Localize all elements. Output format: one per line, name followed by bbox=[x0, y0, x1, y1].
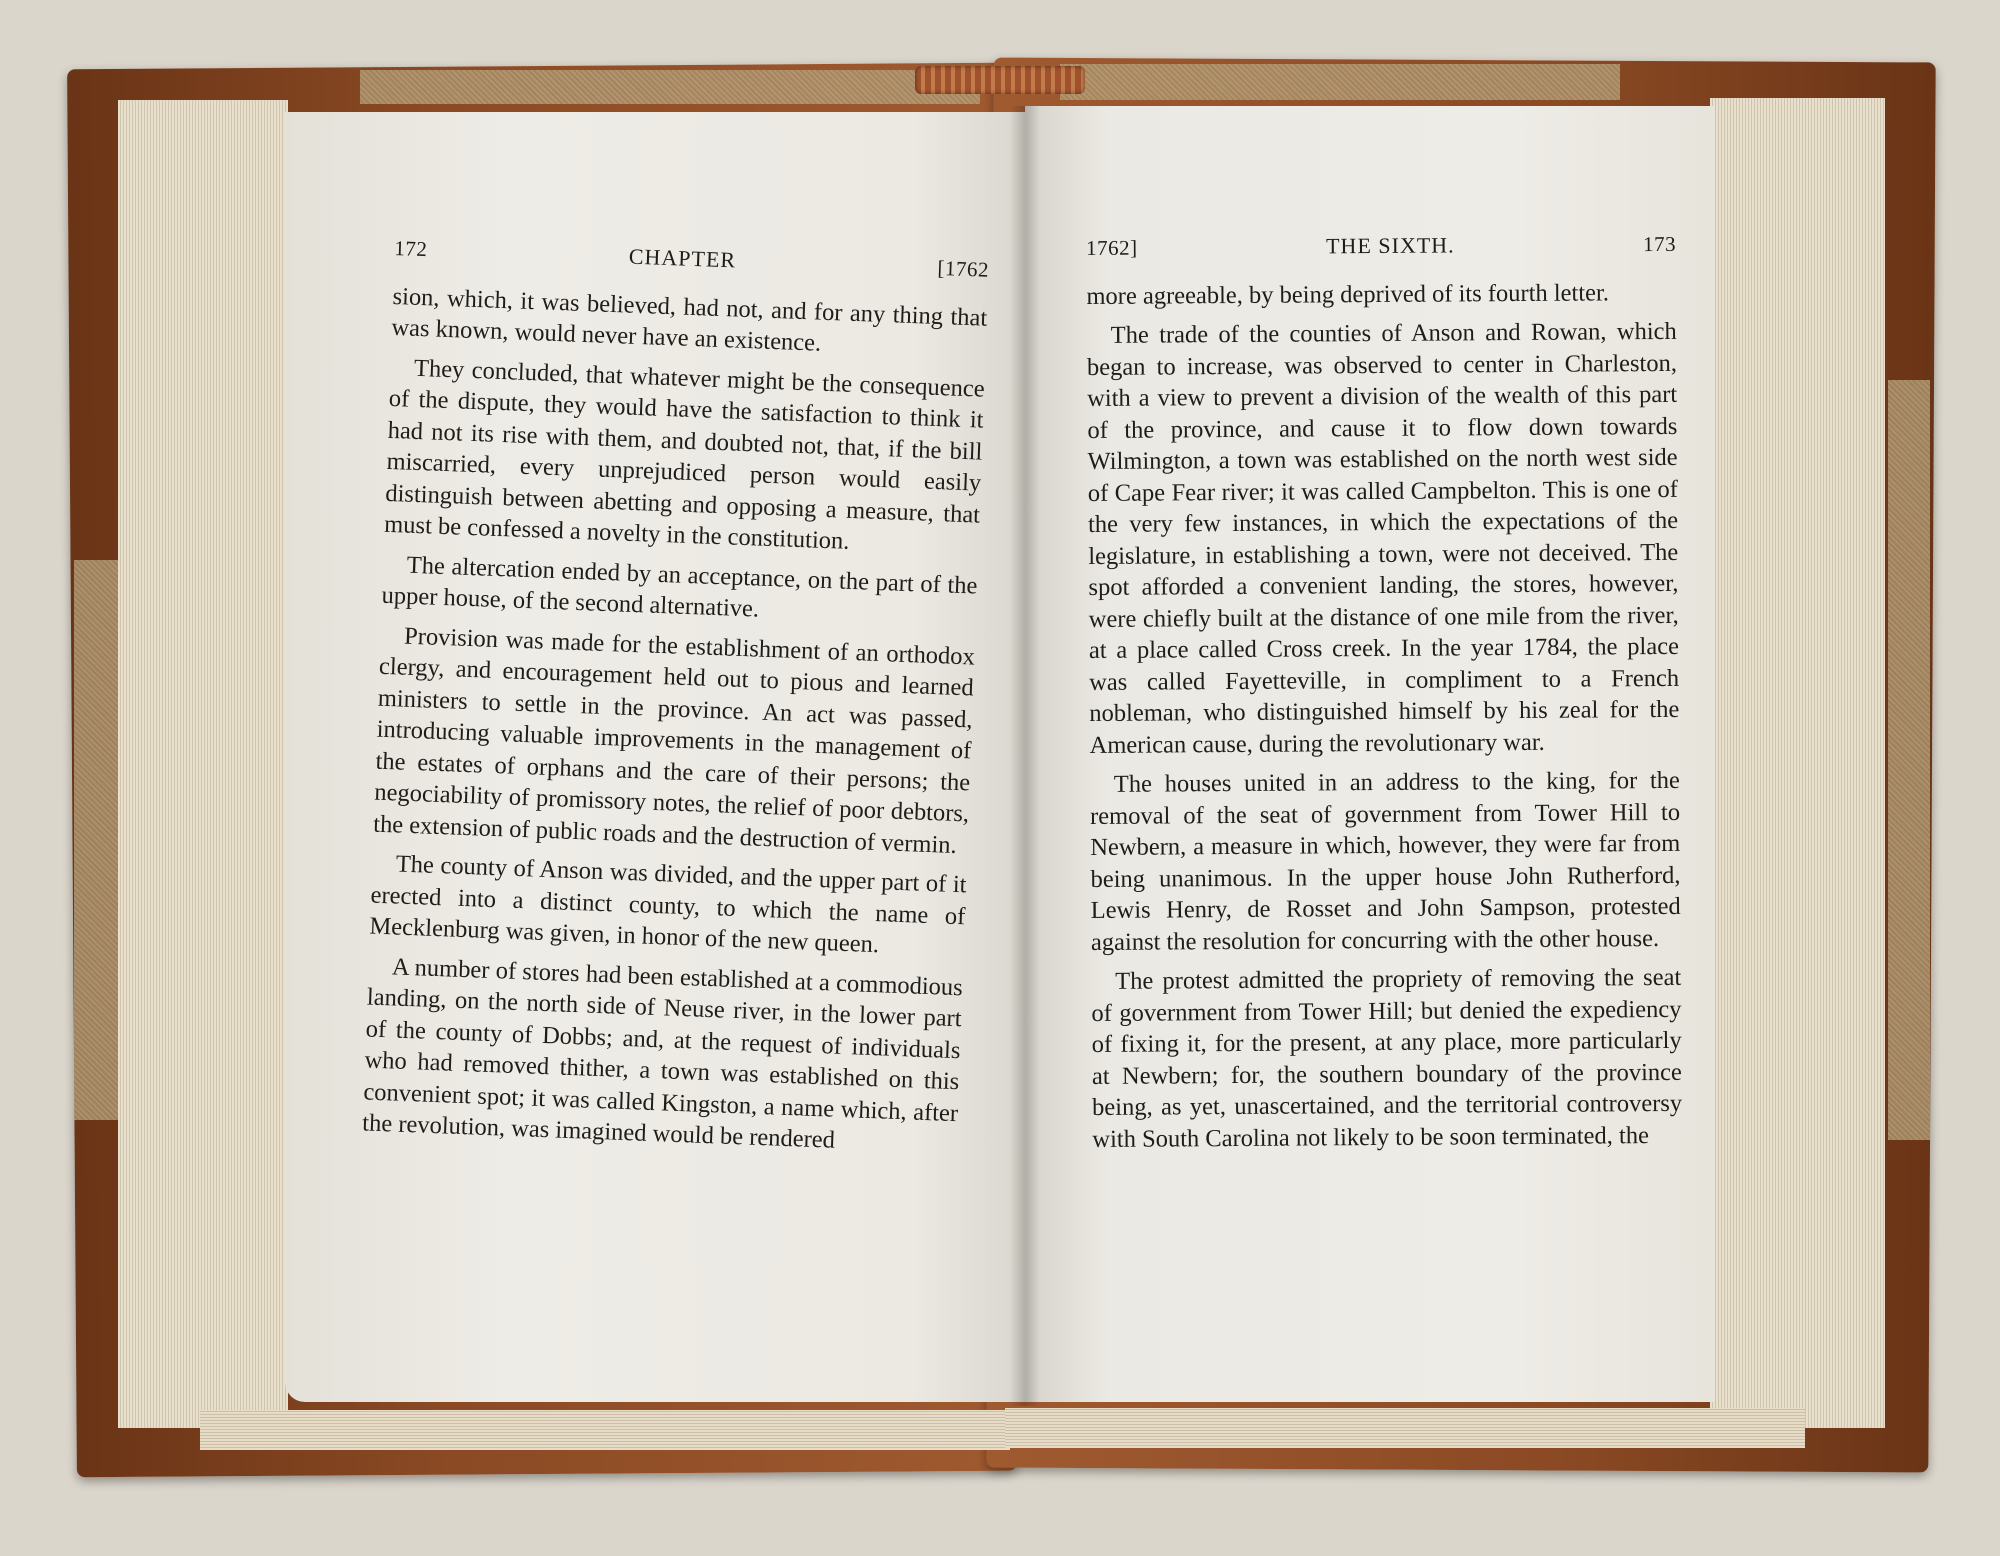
cloth-binding-top-left bbox=[360, 70, 980, 104]
paragraph: Provision was made for the establishment of an orthodox clergy, and encouragement held out to pious and learned ministers to settle in the province. An act was passed, introducing valuable improvements in the management of the estates of orphans and the care of their persons; the negociability of promissory notes, the relief of poor debtors, the extension of public roads and the destruction of vermin. bbox=[372, 622, 976, 859]
cloth-binding-top-right bbox=[1060, 64, 1620, 100]
left-page-text bbox=[361, 232, 989, 1169]
left-page-number: 172 bbox=[393, 235, 428, 262]
page-block-edge-bottom-left bbox=[200, 1410, 1010, 1450]
book-gutter bbox=[1010, 106, 1040, 1406]
left-header-title: CHAPTER bbox=[628, 243, 737, 273]
right-running-head bbox=[1086, 228, 1676, 265]
paragraph: The protest admitted the propriety of removing the seat of government from Tower Hill; but denied the expediency of fixing it, for the present, at any place, more particularly at Newbern; for, the southern boundary of the province being, as yet, unascertained, and the territorial controversy with South Carolina not likely to be soon terminated, the bbox=[1091, 963, 1683, 1153]
paragraph: The trade of the counties of Anson and Rowan, which began to increase, was observed to center in Charleston, with a view to prevent a division of the wealth of this part of the province, and cause it to flow down towards Wilmington, a town was established on the north west side of Cape Fear river; it was called Campbelton. This is one of the very few instances, in which the expectations of the legislature, in establishing a town, were not deceived. The spot afforded a convenient landing, the stores, however, were chiefly built at the distance of one mile from the river, at a place called Cross creek. In the year 1784, the place was called Fayetteville, in compliment to a French nobleman, who distinguished himself by his zeal for the American cause, during the revolutionary war. bbox=[1086, 317, 1680, 759]
paragraph: A number of stores had been established at a commodious landing, on the north side of Neuse river, in the lower part of the county of Dobbs; and, at the request of individuals who had removed thither, a town was established on this convenient spot; it was called Kingston, a name which, after the revolution, was imagined would be rendered bbox=[361, 952, 964, 1154]
left-header-year: [1762 bbox=[937, 255, 990, 282]
cloth-binding-side-left bbox=[74, 560, 118, 1120]
page-block-edge-bottom-right bbox=[1005, 1408, 1805, 1448]
cloth-binding-side-right bbox=[1888, 380, 1930, 1140]
right-header-year: 1762] bbox=[1086, 235, 1138, 260]
paragraph: more agreeable, by being deprived of its fourth letter. bbox=[1086, 278, 1610, 310]
spine-headband bbox=[915, 66, 1085, 94]
paragraph: sion, which, it was believed, had not, and for any thing that was known, would never have an existence. bbox=[391, 282, 988, 357]
right-header-title: THE SIXTH. bbox=[1325, 232, 1455, 259]
paragraph: The altercation ended by an acceptance, on the part of the upper house, of the second alternative. bbox=[381, 551, 978, 623]
paragraph: They concluded, that whatever might be the consequence of the dispute, they would have the satisfaction to think it had not its rise with them, and doubted not, that, if the bill miscarried, every unprejudiced person would easily distinguish between abetting and opposing a measure, that must be confessed a novelty in the constitution. bbox=[383, 354, 986, 555]
paragraph: The houses united in an address to the king, for the removal of the seat of government from Tower Hill to Newbern, a measure in which, however, they were far from being unanimous. In the upper house John Rutherford, Lewis Henry, de Rosset and John Sampson, protested against the resolution for concurring with the other house. bbox=[1089, 766, 1681, 956]
page-block-edge-right bbox=[1710, 98, 1885, 1428]
paragraph: The county of Anson was divided, and the upper part of it erected into a distinct county, to which the name of Mecklenburg was given, in honor of the new queen. bbox=[369, 850, 967, 959]
right-page-number: 173 bbox=[1642, 231, 1677, 257]
right-page-text bbox=[1086, 228, 1682, 1163]
page-block-edge-left bbox=[118, 100, 288, 1428]
